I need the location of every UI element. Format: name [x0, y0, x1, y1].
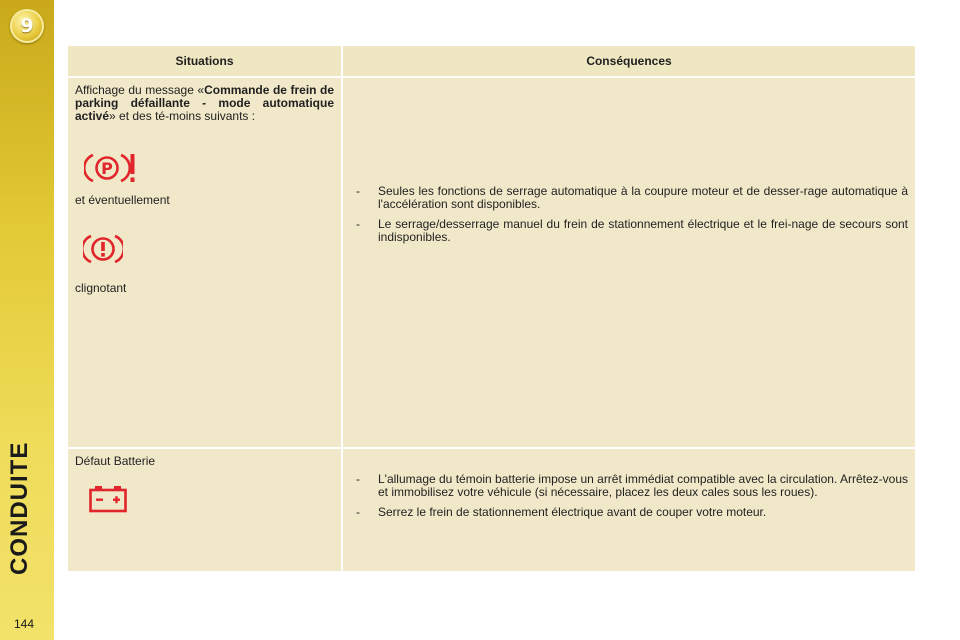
list-item: - Serrez le frein de stationnement électrique avant de couper votre moteur.: [350, 506, 908, 519]
list-item: - L'allumage du témoin batterie impose un arrêt immédiat compatible avec la circulation. Arrêtez-vous et immobilisez votre véhicule (si nécessaire, placez les deux cales sous les roues).: [350, 473, 908, 499]
header-consequences: Conséquences: [342, 46, 915, 77]
and-possibly-label: et éventuellement: [75, 193, 170, 207]
battery-fault-label: Défaut Batterie: [75, 454, 156, 468]
table-row: [68, 77, 915, 448]
consequences-cell: [342, 448, 915, 571]
chapter-number: 9: [20, 15, 34, 37]
section-title: CONDUITE: [6, 441, 33, 575]
consequences-cell: [342, 77, 915, 448]
situation-intro-before: Affichage du message «: [75, 83, 205, 97]
list-item: - Seules les fonctions de serrage automatique à la coupure moteur et de desser-rage automatique à l'accélération sont disponibles.: [350, 185, 908, 211]
page-number: 144: [14, 617, 35, 631]
situations-table: [68, 46, 915, 571]
table-row: [68, 448, 915, 571]
battery-warning-icon: [88, 484, 334, 517]
consequences-list: [350, 185, 908, 244]
situation-description: [75, 84, 334, 123]
chapter-side-bar: [0, 0, 54, 640]
blinking-label: clignotant: [75, 281, 127, 295]
table-header-row: [68, 46, 915, 77]
list-item: - Le serrage/desserrage manuel du frein de stationnement électrique et le frei-nage de secours sont indisponibles.: [350, 218, 908, 244]
chapter-number-badge: [10, 9, 44, 43]
consequences-list: [350, 473, 908, 519]
header-situations: Situations: [68, 46, 342, 77]
situation-intro-after: » et des té-moins suivants :: [109, 109, 256, 123]
situation-message: Commande de frein de parking défaillante - mode automatique activé: [75, 83, 335, 123]
situation-cell: [68, 77, 342, 448]
svg-text:P: P: [101, 159, 113, 178]
brake-warning-icon: [83, 233, 334, 268]
situation-cell: [68, 448, 342, 571]
parking-brake-warning-icon: [84, 152, 334, 187]
